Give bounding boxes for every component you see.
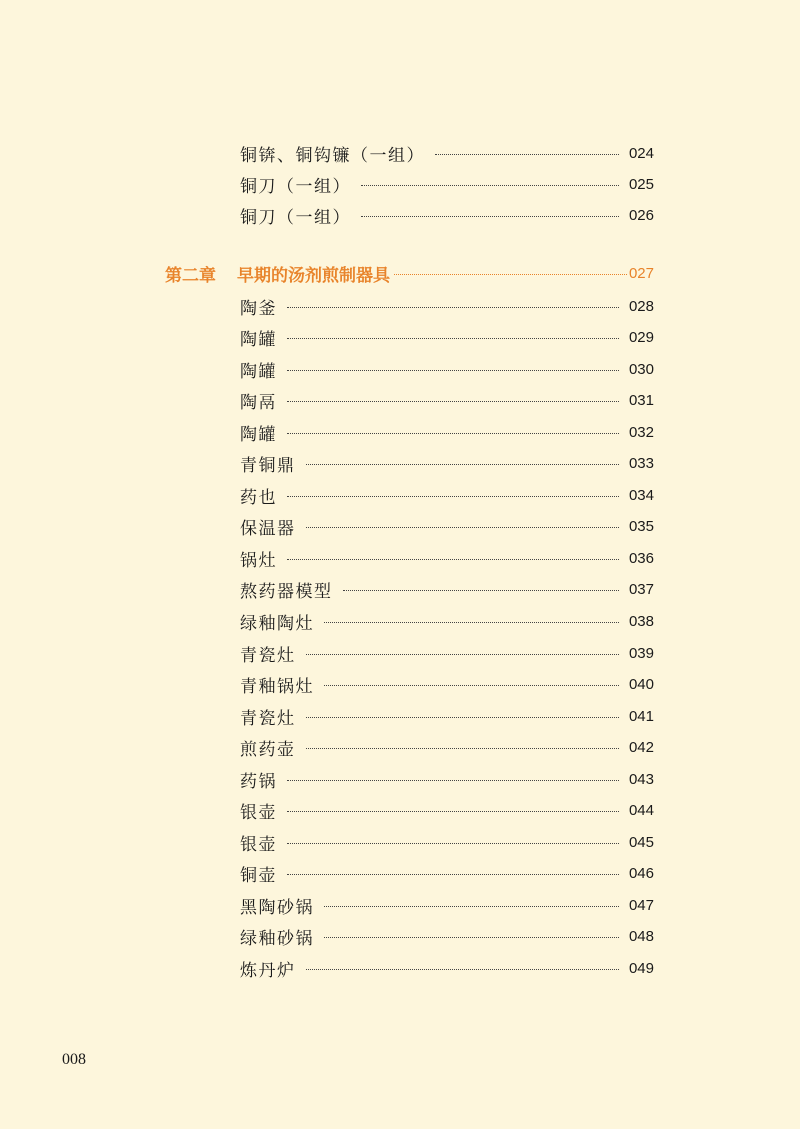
dot-leader (324, 937, 619, 938)
toc-entry-title: 银壶 (240, 802, 277, 823)
toc-entry-title: 铜壶 (240, 865, 277, 886)
dot-leader (287, 307, 619, 308)
toc-entry[interactable] (240, 956, 654, 980)
toc-entry-page: 049 (628, 959, 654, 977)
toc-entry-title: 药锅 (240, 771, 277, 792)
toc-entry-title: 陶罐 (240, 424, 277, 445)
toc-entry-title: 铜锛、铜钩镰（一组） (240, 145, 425, 166)
toc-entry-page: 032 (628, 423, 654, 441)
toc-entry[interactable] (240, 704, 654, 728)
dot-leader (435, 154, 619, 155)
dot-leader (361, 216, 619, 217)
dot-leader (287, 433, 619, 434)
dot-leader (394, 274, 627, 275)
toc-entry[interactable] (240, 861, 654, 885)
toc-entry-page: 024 (628, 144, 654, 162)
chapter-number: 第二章 (165, 265, 216, 286)
toc-entry-page: 042 (628, 738, 654, 756)
dot-leader (343, 590, 619, 591)
toc-entry-title: 黑陶砂锅 (240, 897, 314, 918)
toc-entry[interactable] (240, 672, 654, 696)
toc-entry[interactable] (240, 451, 654, 475)
toc-entry-page: 033 (628, 454, 654, 472)
dot-leader (287, 496, 619, 497)
dot-leader (361, 185, 619, 186)
toc-entry[interactable] (240, 483, 654, 507)
toc-entry-title: 青瓷灶 (240, 708, 296, 729)
dot-leader (287, 559, 619, 560)
toc-entry-title: 青釉锅灶 (240, 676, 314, 697)
dot-leader (306, 717, 619, 718)
toc-entry-page: 043 (628, 770, 654, 788)
toc-entry-title: 陶罐 (240, 361, 277, 382)
page-number: 008 (62, 1051, 86, 1068)
dot-leader (306, 464, 619, 465)
toc-entry[interactable] (240, 830, 654, 854)
toc-entry[interactable] (240, 767, 654, 791)
toc-entry-title: 青铜鼎 (240, 455, 296, 476)
toc-entry[interactable] (240, 325, 654, 349)
toc-entry-title: 绿釉陶灶 (240, 613, 314, 634)
toc-entry-title: 陶釜 (240, 298, 277, 319)
toc-entry-page: 038 (628, 612, 654, 630)
dot-leader (287, 874, 619, 875)
toc-entry-title: 绿釉砂锅 (240, 928, 314, 949)
toc-entry-page: 028 (628, 297, 654, 315)
toc-entry-title: 铜刀（一组） (240, 176, 351, 197)
toc-entry-title: 陶罐 (240, 329, 277, 350)
toc-entry-title: 煎药壶 (240, 739, 296, 760)
toc-entry[interactable] (240, 609, 654, 633)
chapter-title: 早期的汤剂煎制器具 (237, 265, 390, 286)
toc-entry-title: 保温器 (240, 518, 296, 539)
toc-entry[interactable] (240, 735, 654, 759)
toc-entry-page: 039 (628, 644, 654, 662)
toc-entry-title: 陶鬲 (240, 392, 277, 413)
dot-leader (324, 906, 619, 907)
toc-entry-page: 036 (628, 549, 654, 567)
toc-entry-page: 040 (628, 675, 654, 693)
toc-entry[interactable] (240, 357, 654, 381)
dot-leader (287, 401, 619, 402)
toc-entry-page: 029 (628, 328, 654, 346)
toc-entry-title: 锅灶 (240, 550, 277, 571)
toc-entry[interactable] (240, 577, 654, 601)
toc-entry-page: 048 (628, 927, 654, 945)
dot-leader (287, 843, 619, 844)
toc-entry-title: 银壶 (240, 834, 277, 855)
toc-entry[interactable] (240, 203, 654, 227)
toc-entry[interactable] (240, 641, 654, 665)
toc-entry-page: 037 (628, 580, 654, 598)
toc-entry-page: 047 (628, 896, 654, 914)
toc-entry[interactable] (240, 141, 654, 165)
toc-entry-page: 046 (628, 864, 654, 882)
toc-entry-page: 026 (628, 206, 654, 224)
toc-entry-page: 045 (628, 833, 654, 851)
chapter-page: 027 (628, 264, 654, 282)
dot-leader (306, 748, 619, 749)
toc-entry-title: 青瓷灶 (240, 645, 296, 666)
toc-entry[interactable] (240, 514, 654, 538)
toc-entry-title: 炼丹炉 (240, 960, 296, 981)
toc-entry[interactable] (240, 172, 654, 196)
toc-entry[interactable] (240, 893, 654, 917)
toc-entry[interactable] (240, 798, 654, 822)
dot-leader (306, 654, 619, 655)
toc-entry[interactable] (240, 420, 654, 444)
toc-entry[interactable] (240, 924, 654, 948)
dot-leader (324, 685, 619, 686)
toc-entry-page: 035 (628, 517, 654, 535)
toc-entry[interactable] (240, 388, 654, 412)
dot-leader (287, 780, 619, 781)
toc-entry-page: 025 (628, 175, 654, 193)
toc-entry-page: 031 (628, 391, 654, 409)
dot-leader (306, 527, 619, 528)
dot-leader (324, 622, 619, 623)
dot-leader (287, 338, 619, 339)
toc-entry[interactable] (240, 546, 654, 570)
dot-leader (306, 969, 619, 970)
toc-chapter-heading[interactable] (165, 261, 654, 285)
toc-entry-title: 熬药器模型 (240, 581, 333, 602)
dot-leader (287, 811, 619, 812)
toc-entry-page: 030 (628, 360, 654, 378)
toc-entry-page: 041 (628, 707, 654, 725)
toc-entry-page: 044 (628, 801, 654, 819)
dot-leader (287, 370, 619, 371)
toc-entry-page: 034 (628, 486, 654, 504)
toc-entry[interactable] (240, 294, 654, 318)
toc-entry-title: 铜刀（一组） (240, 207, 351, 228)
toc-entry-title: 药也 (240, 487, 277, 508)
